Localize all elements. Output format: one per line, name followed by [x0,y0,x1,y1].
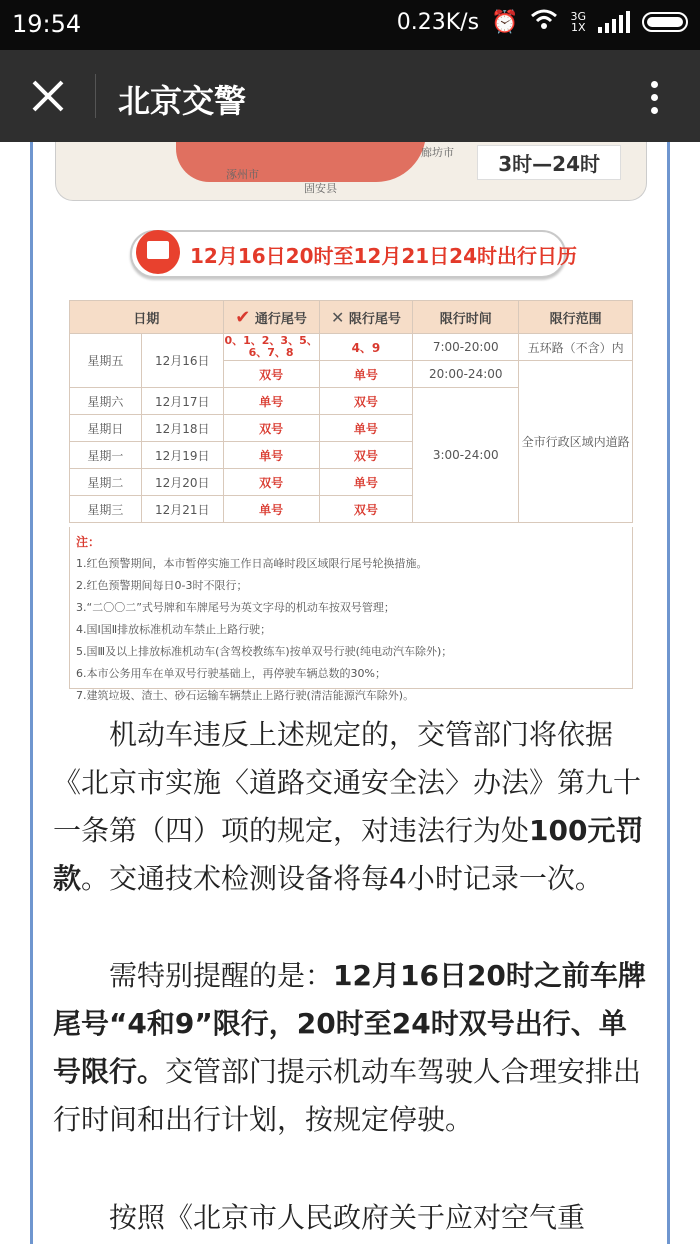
paragraph-bold: 12月16日20时之前车牌尾号“4和9”限行，20时至24时双号出行、单号限行。 [53,959,646,1088]
cell-allow: 0、1、2、3、5、6、7、8 [224,334,318,359]
app-bar [0,50,700,142]
cell-day: 星期三 [70,496,142,523]
paragraph-text: 需特别提醒的是： [109,959,334,992]
cell-date: 12月21日 [141,496,223,523]
article-paragraph [53,1194,653,1242]
header-range: 限行范围 [519,301,633,334]
map-label-guan: 固安县 [304,182,337,195]
note-item: 4.国Ⅰ国Ⅱ排放标准机动车禁止上路行驶； [76,623,272,636]
battery-icon [642,12,688,32]
status-time: 19:54 [12,10,82,38]
network-sub-label: 1X [570,21,586,34]
cell-allow: 单号 [223,442,319,469]
header-date: 日期 [70,301,224,334]
note-item: 5.国Ⅲ及以上排放标准机动车(含驾校教练车)按单双号行驶(纯电动汽车除外)； [76,645,453,658]
more-options-icon[interactable] [646,78,662,118]
header-time: 限行时间 [413,301,519,334]
cell-day: 星期二 [70,469,142,496]
cell-limit: 双号 [319,496,413,523]
notes-title: 注： [76,535,101,549]
paragraph-text: 。交通技术检测设备将每4小时记录一次。 [81,862,603,895]
header-limit-label: 限行尾号 [348,311,401,327]
cell-allow: 双号 [223,415,319,442]
cell-allow: 单号 [223,388,319,415]
cell-allow: 双号 [223,361,319,388]
cell-allow: 双号 [223,469,319,496]
cell-time: 3:00-24:00 [413,388,519,523]
signal-icon [598,11,630,33]
note-item: 2.红色预警期间每日0-3时不限行； [76,579,248,592]
calendar-banner [130,230,577,278]
cell-limit: 单号 [319,361,413,388]
network-type [570,11,586,33]
restriction-schedule-table [69,300,633,523]
cell-day: 星期日 [70,415,142,442]
paragraph-text: 交管部门提示机动车驾驶人合理安排出行时间和出行计划，按规定停驶。 [53,1055,642,1136]
cell-range: 五环路（不含）内 [519,334,633,361]
note-item: 6.本市公务用车在单双号行驶基础上，再停驶车辆总数的30%； [76,667,386,680]
map-time-label: 3时—24时 [477,145,621,180]
map-label-langfang: 廊坊市 [421,146,454,159]
cell-limit: 双号 [319,388,413,415]
cell-day: 星期一 [70,442,142,469]
cell-date: 12月16日 [141,334,223,388]
app-bar-divider [95,74,96,118]
header-allow [223,301,319,334]
page-title: 北京交警 [118,82,247,120]
cell-day: 星期五 [70,334,142,388]
network-label: 3G [570,10,586,23]
cell-time: 20:00-24:00 [413,361,519,388]
restriction-map [55,142,647,201]
cell-limit: 单号 [319,469,413,496]
map-label-zhuozhou: 涿州市 [226,168,259,181]
article-paragraph [53,952,653,1144]
close-icon[interactable] [24,72,72,120]
wifi-icon [530,8,558,36]
cell-limit: 单号 [319,415,413,442]
header-allow-label: 通行尾号 [254,311,307,327]
calendar-title: 12月16日20时至12月21日24时出行日历 [190,244,577,268]
alarm-icon: ⏰ [491,9,519,35]
note-item: 3.“二〇〇二”式号牌和车牌尾号为英文字母的机动车按双号管理； [76,601,395,614]
table-header-row [70,301,633,334]
paragraph-text: 按照《北京市人民政府关于应对空气重 [109,1201,586,1234]
check-icon: ✔ [235,306,251,328]
article-paragraph [53,711,653,903]
cross-icon: ✕ [330,307,345,327]
table-row [70,334,633,361]
cell-time: 7:00-20:00 [413,334,519,361]
frame-border-right [667,142,670,1244]
map-restricted-area [176,142,426,182]
note-item: 7.建筑垃圾、渣土、砂石运输车辆禁止上路行驶(清洁能源汽车除外)。 [76,689,415,702]
cell-limit: 4、9 [319,334,413,361]
cell-date: 12月20日 [141,469,223,496]
table-notes [69,527,633,702]
frame-border-left [30,142,33,1244]
header-limit [319,301,413,334]
status-bar [0,0,700,50]
calendar-icon [136,230,180,274]
network-speed: 0.23K/s [396,9,480,35]
paragraph-text: 机动车违反上述规定的，交管部门将依据《北京市实施〈道路交通安全法〉办法》第九十一条第（四）项的规定，对违法行为处 [53,718,642,847]
cell-range: 全市行政区域内道路 [519,361,633,523]
cell-date: 12月18日 [141,415,223,442]
article-content[interactable] [0,142,700,1244]
cell-day: 星期六 [70,388,142,415]
status-icons [397,8,688,36]
cell-date: 12月19日 [141,442,223,469]
cell-limit: 双号 [319,442,413,469]
note-item: 1.红色预警期间，本市暂停实施工作日高峰时段区域限行尾号轮换措施。 [76,557,428,570]
paragraph-bold: 100元罚款 [53,814,644,895]
cell-allow: 单号 [223,496,319,523]
cell-date: 12月17日 [141,388,223,415]
